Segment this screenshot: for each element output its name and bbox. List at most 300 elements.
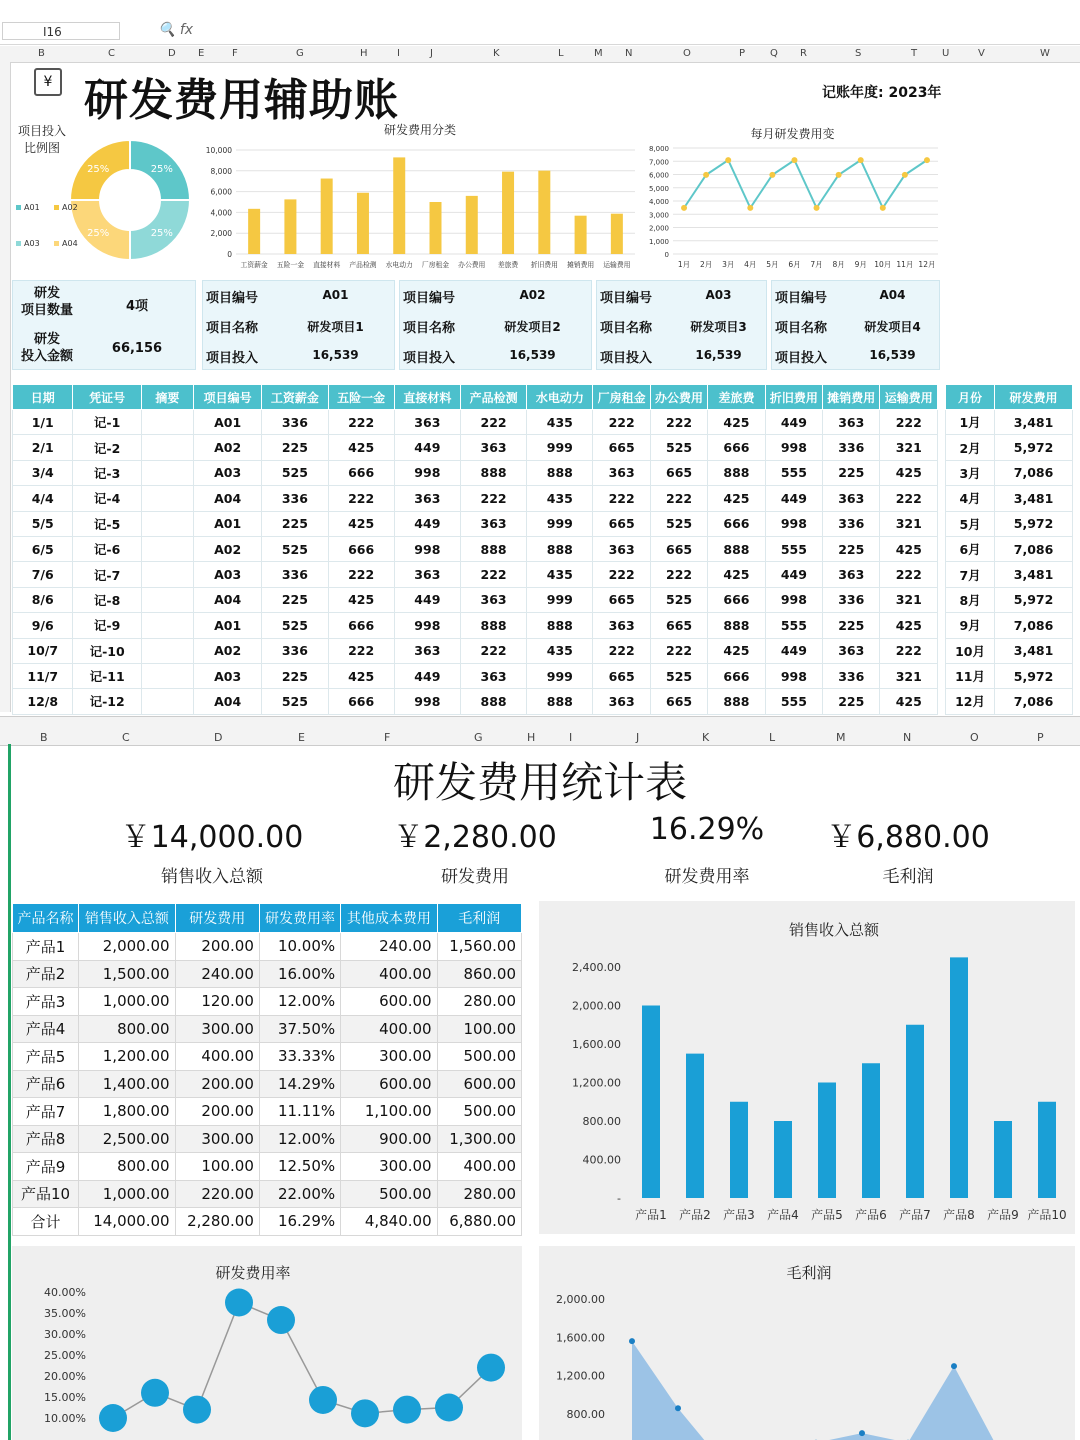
ledger-cell[interactable]: 998: [765, 587, 822, 612]
column-letter[interactable]: F: [232, 48, 238, 59]
ledger-row[interactable]: [13, 663, 938, 688]
ledger-cell[interactable]: 222: [460, 562, 526, 587]
stats-cell[interactable]: 240.00: [175, 960, 259, 988]
column-letter[interactable]: H: [527, 731, 536, 744]
ledger-cell[interactable]: 998: [394, 460, 460, 485]
column-letter[interactable]: H: [360, 48, 368, 59]
stats-cell[interactable]: 120.00: [175, 988, 259, 1016]
column-letter[interactable]: R: [800, 48, 807, 59]
name-box[interactable]: I16: [2, 22, 120, 40]
ledger-cell[interactable]: 4/4: [13, 486, 73, 511]
stats-row[interactable]: [13, 1125, 522, 1153]
ledger-cell[interactable]: 363: [823, 486, 880, 511]
stats-cell[interactable]: 300.00: [175, 1125, 259, 1153]
column-letter[interactable]: P: [1037, 731, 1044, 744]
ledger-cell[interactable]: 425: [708, 486, 765, 511]
ledger-cell[interactable]: 998: [765, 511, 822, 536]
ledger-cell[interactable]: 225: [823, 536, 880, 561]
month-cell[interactable]: 3,481: [995, 486, 1073, 511]
ledger-cell[interactable]: 888: [708, 689, 765, 714]
ledger-cell[interactable]: 222: [593, 410, 650, 435]
ledger-cell[interactable]: 记-9: [73, 613, 141, 638]
ledger-cell[interactable]: 225: [823, 689, 880, 714]
project-card-A04[interactable]: [771, 280, 940, 370]
column-letter[interactable]: V: [978, 48, 985, 59]
ledger-cell[interactable]: 449: [394, 587, 460, 612]
stats-cell[interactable]: 800.00: [79, 1015, 175, 1043]
column-letter[interactable]: J: [430, 48, 433, 59]
ledger-cell[interactable]: 449: [394, 435, 460, 460]
stats-cell[interactable]: 产品2: [13, 960, 79, 988]
column-letter[interactable]: C: [122, 731, 130, 744]
stats-cell[interactable]: 产品7: [13, 1098, 79, 1126]
ledger-cell[interactable]: 425: [328, 511, 394, 536]
ledger-cell[interactable]: 336: [262, 562, 328, 587]
month-row[interactable]: [946, 486, 1073, 511]
ledger-cell[interactable]: 记-6: [73, 536, 141, 561]
ledger-cell[interactable]: A02: [194, 435, 262, 460]
month-row[interactable]: [946, 587, 1073, 612]
stats-cell[interactable]: 产品10: [13, 1180, 79, 1208]
column-letter[interactable]: O: [683, 48, 691, 59]
ledger-cell[interactable]: 363: [593, 460, 650, 485]
stats-cell[interactable]: 12.00%: [259, 988, 340, 1016]
ledger-cell[interactable]: 998: [765, 435, 822, 460]
ledger-cell[interactable]: 9/6: [13, 613, 73, 638]
ledger-cell[interactable]: 666: [328, 460, 394, 485]
ledger-cell[interactable]: 222: [460, 410, 526, 435]
ledger-cell[interactable]: 449: [394, 663, 460, 688]
ledger-cell[interactable]: 435: [527, 410, 593, 435]
ledger-row[interactable]: [13, 689, 938, 714]
month-row[interactable]: [946, 689, 1073, 714]
ledger-cell[interactable]: [141, 460, 193, 485]
stats-cell[interactable]: 16.00%: [259, 960, 340, 988]
ledger-cell[interactable]: 525: [262, 689, 328, 714]
ledger-header[interactable]: 厂房租金: [593, 385, 650, 410]
ledger-cell[interactable]: 666: [708, 511, 765, 536]
stats-cell[interactable]: 22.00%: [259, 1180, 340, 1208]
ledger-cell[interactable]: 记-4: [73, 486, 141, 511]
ledger-cell[interactable]: 321: [880, 663, 938, 688]
ledger-cell[interactable]: 222: [593, 638, 650, 663]
ledger-header[interactable]: 工资薪金: [262, 385, 328, 410]
ledger-cell[interactable]: 525: [650, 511, 707, 536]
ledger-cell[interactable]: 222: [328, 562, 394, 587]
monthly-expense-table[interactable]: [945, 384, 1073, 715]
ledger-cell[interactable]: 5/5: [13, 511, 73, 536]
ledger-header[interactable]: 直接材料: [394, 385, 460, 410]
stats-cell[interactable]: 280.00: [437, 1180, 521, 1208]
ledger-cell[interactable]: 记-7: [73, 562, 141, 587]
ledger-table[interactable]: [12, 384, 938, 715]
ledger-cell[interactable]: A04: [194, 486, 262, 511]
ledger-cell[interactable]: 888: [460, 536, 526, 561]
ledger-cell[interactable]: 363: [823, 638, 880, 663]
stats-cell[interactable]: 合计: [13, 1208, 79, 1236]
ledger-row[interactable]: [13, 460, 938, 485]
ledger-cell[interactable]: 3/4: [13, 460, 73, 485]
ledger-cell[interactable]: 665: [593, 435, 650, 460]
ledger-cell[interactable]: 记-12: [73, 689, 141, 714]
ledger-cell[interactable]: [141, 562, 193, 587]
stats-cell[interactable]: 1,100.00: [341, 1098, 437, 1126]
stats-cell[interactable]: 12.00%: [259, 1125, 340, 1153]
ledger-cell[interactable]: 222: [328, 410, 394, 435]
project-card-A02[interactable]: [399, 280, 592, 370]
ledger-cell[interactable]: 435: [527, 638, 593, 663]
column-letter[interactable]: S: [855, 48, 862, 59]
ledger-cell[interactable]: [141, 536, 193, 561]
ledger-cell[interactable]: [141, 410, 193, 435]
ledger-cell[interactable]: 666: [328, 613, 394, 638]
stats-header[interactable]: 销售收入总额: [79, 904, 175, 933]
stats-cell[interactable]: 2,500.00: [79, 1125, 175, 1153]
ledger-cell[interactable]: A04: [194, 587, 262, 612]
column-letter[interactable]: B: [38, 48, 45, 59]
ledger-cell[interactable]: 555: [765, 460, 822, 485]
ledger-cell[interactable]: A01: [194, 410, 262, 435]
ledger-cell[interactable]: 555: [765, 613, 822, 638]
month-cell[interactable]: 3,481: [995, 410, 1073, 435]
ledger-cell[interactable]: 12/8: [13, 689, 73, 714]
month-cell[interactable]: 3月: [946, 460, 995, 485]
stats-cell[interactable]: 1,300.00: [437, 1125, 521, 1153]
ledger-cell[interactable]: 363: [460, 587, 526, 612]
stats-cell[interactable]: 280.00: [437, 988, 521, 1016]
stats-cell[interactable]: 12.50%: [259, 1153, 340, 1181]
month-cell[interactable]: 7,086: [995, 613, 1073, 638]
ledger-header[interactable]: 办公费用: [650, 385, 707, 410]
stats-cell[interactable]: 产品6: [13, 1070, 79, 1098]
ledger-cell[interactable]: 888: [460, 689, 526, 714]
ledger-header[interactable]: 水电动力: [527, 385, 593, 410]
ledger-cell[interactable]: [141, 663, 193, 688]
ledger-cell[interactable]: 222: [880, 486, 938, 511]
ledger-cell[interactable]: 336: [262, 638, 328, 663]
ledger-cell[interactable]: A03: [194, 460, 262, 485]
month-cell[interactable]: 2月: [946, 435, 995, 460]
stats-header[interactable]: 其他成本费用: [341, 904, 437, 933]
ledger-cell[interactable]: 222: [650, 638, 707, 663]
ledger-cell[interactable]: 888: [708, 460, 765, 485]
stats-cell[interactable]: 1,500.00: [79, 960, 175, 988]
ledger-cell[interactable]: [141, 511, 193, 536]
ledger-cell[interactable]: 665: [593, 587, 650, 612]
month-cell[interactable]: 7,086: [995, 536, 1073, 561]
stats-cell[interactable]: 600.00: [341, 988, 437, 1016]
month-row[interactable]: [946, 410, 1073, 435]
ledger-cell[interactable]: 998: [765, 663, 822, 688]
stats-cell[interactable]: 11.11%: [259, 1098, 340, 1126]
stats-cell[interactable]: 220.00: [175, 1180, 259, 1208]
ledger-cell[interactable]: 321: [880, 435, 938, 460]
ledger-cell[interactable]: 888: [460, 613, 526, 638]
ledger-cell[interactable]: 363: [460, 435, 526, 460]
ledger-cell[interactable]: [141, 613, 193, 638]
month-cell[interactable]: 3,481: [995, 638, 1073, 663]
stats-header[interactable]: 毛利润: [437, 904, 521, 933]
ledger-cell[interactable]: 363: [593, 613, 650, 638]
month-header[interactable]: 研发费用: [995, 385, 1073, 410]
ledger-cell[interactable]: 7/6: [13, 562, 73, 587]
month-cell[interactable]: 7月: [946, 562, 995, 587]
project-card-A03[interactable]: [596, 280, 767, 370]
ledger-row[interactable]: [13, 486, 938, 511]
ledger-cell[interactable]: 449: [765, 638, 822, 663]
product-stats-table[interactable]: [12, 903, 522, 1236]
stats-cell[interactable]: 400.00: [175, 1043, 259, 1071]
month-row[interactable]: [946, 613, 1073, 638]
ledger-cell[interactable]: 435: [527, 486, 593, 511]
ledger-cell[interactable]: 记-3: [73, 460, 141, 485]
ledger-cell[interactable]: 525: [650, 663, 707, 688]
stats-row[interactable]: [13, 988, 522, 1016]
ledger-cell[interactable]: 222: [328, 638, 394, 663]
column-letter[interactable]: J: [636, 731, 640, 744]
ledger-cell[interactable]: [141, 689, 193, 714]
stats-cell[interactable]: 2,280.00: [175, 1208, 259, 1236]
stats-cell[interactable]: 500.00: [437, 1098, 521, 1126]
stats-cell[interactable]: 240.00: [341, 933, 437, 961]
ledger-cell[interactable]: 666: [328, 536, 394, 561]
column-letter[interactable]: G: [296, 48, 304, 59]
stats-cell[interactable]: 产品5: [13, 1043, 79, 1071]
ledger-cell[interactable]: 222: [460, 486, 526, 511]
stats-row[interactable]: [13, 1015, 522, 1043]
stats-cell[interactable]: 16.29%: [259, 1208, 340, 1236]
ledger-cell[interactable]: 525: [262, 536, 328, 561]
ledger-cell[interactable]: 225: [262, 435, 328, 460]
ledger-cell[interactable]: 425: [708, 638, 765, 663]
ledger-cell[interactable]: 225: [262, 511, 328, 536]
stats-cell[interactable]: 300.00: [341, 1043, 437, 1071]
ledger-cell[interactable]: 1/1: [13, 410, 73, 435]
column-letter[interactable]: I: [569, 731, 573, 744]
ledger-cell[interactable]: 525: [650, 435, 707, 460]
stats-cell[interactable]: 200.00: [175, 933, 259, 961]
column-letter[interactable]: M: [594, 48, 603, 59]
month-cell[interactable]: 5,972: [995, 663, 1073, 688]
ledger-row[interactable]: [13, 587, 938, 612]
ledger-cell[interactable]: 998: [394, 536, 460, 561]
ledger-cell[interactable]: 525: [262, 613, 328, 638]
ledger-header[interactable]: 日期: [13, 385, 73, 410]
month-row[interactable]: [946, 663, 1073, 688]
ledger-header[interactable]: 运输费用: [880, 385, 938, 410]
stats-cell[interactable]: 200.00: [175, 1070, 259, 1098]
stats-cell[interactable]: 600.00: [437, 1070, 521, 1098]
ledger-cell[interactable]: 321: [880, 511, 938, 536]
ledger-cell[interactable]: 336: [262, 410, 328, 435]
ledger-cell[interactable]: 222: [328, 486, 394, 511]
column-letter[interactable]: M: [836, 731, 846, 744]
stats-row[interactable]: [13, 1098, 522, 1126]
ledger-cell[interactable]: 449: [765, 410, 822, 435]
ledger-row[interactable]: [13, 511, 938, 536]
ledger-cell[interactable]: 363: [394, 562, 460, 587]
ledger-cell[interactable]: 记-10: [73, 638, 141, 663]
ledger-cell[interactable]: 222: [460, 638, 526, 663]
column-letter[interactable]: L: [558, 48, 564, 59]
stats-header[interactable]: 产品名称: [13, 904, 79, 933]
stats-cell[interactable]: 产品8: [13, 1125, 79, 1153]
ledger-cell[interactable]: 665: [650, 613, 707, 638]
ledger-cell[interactable]: 888: [527, 536, 593, 561]
ledger-cell[interactable]: [141, 587, 193, 612]
ledger-cell[interactable]: A04: [194, 689, 262, 714]
ledger-cell[interactable]: 425: [880, 689, 938, 714]
ledger-cell[interactable]: [141, 638, 193, 663]
stats-cell[interactable]: 1,000.00: [79, 1180, 175, 1208]
ledger-cell[interactable]: A02: [194, 536, 262, 561]
ledger-cell[interactable]: 363: [460, 511, 526, 536]
stats-cell[interactable]: 产品9: [13, 1153, 79, 1181]
ledger-cell[interactable]: A02: [194, 638, 262, 663]
ledger-cell[interactable]: 525: [650, 587, 707, 612]
column-letter[interactable]: F: [384, 731, 391, 744]
month-row[interactable]: [946, 435, 1073, 460]
column-letter[interactable]: K: [702, 731, 710, 744]
ledger-cell[interactable]: 记-1: [73, 410, 141, 435]
ledger-header[interactable]: 项目编号: [194, 385, 262, 410]
ledger-cell[interactable]: A01: [194, 511, 262, 536]
ledger-cell[interactable]: 888: [527, 613, 593, 638]
ledger-cell[interactable]: 888: [527, 460, 593, 485]
month-cell[interactable]: 5,972: [995, 435, 1073, 460]
column-letter[interactable]: G: [474, 731, 483, 744]
stats-cell[interactable]: 300.00: [341, 1153, 437, 1181]
ledger-cell[interactable]: 999: [527, 663, 593, 688]
column-letter[interactable]: T: [911, 48, 918, 59]
column-letter[interactable]: I: [397, 48, 400, 59]
ledger-header[interactable]: 凭证号: [73, 385, 141, 410]
ledger-header[interactable]: 差旅费: [708, 385, 765, 410]
stats-cell[interactable]: 400.00: [437, 1153, 521, 1181]
ledger-header[interactable]: 产品检测: [460, 385, 526, 410]
ledger-cell[interactable]: [141, 486, 193, 511]
ledger-cell[interactable]: 665: [650, 460, 707, 485]
month-cell[interactable]: 5,972: [995, 511, 1073, 536]
column-letter[interactable]: K: [493, 48, 500, 59]
ledger-cell[interactable]: 888: [527, 689, 593, 714]
ledger-header[interactable]: 摊销费用: [823, 385, 880, 410]
stats-cell[interactable]: 100.00: [437, 1015, 521, 1043]
month-cell[interactable]: 6月: [946, 536, 995, 561]
month-cell[interactable]: 1月: [946, 410, 995, 435]
stats-cell[interactable]: 1,400.00: [79, 1070, 175, 1098]
ledger-cell[interactable]: 记-2: [73, 435, 141, 460]
ledger-cell[interactable]: 363: [394, 410, 460, 435]
stats-cell[interactable]: 2,000.00: [79, 933, 175, 961]
ledger-cell[interactable]: 425: [880, 460, 938, 485]
column-letter[interactable]: E: [198, 48, 205, 59]
month-row[interactable]: [946, 638, 1073, 663]
ledger-cell[interactable]: 11/7: [13, 663, 73, 688]
ledger-cell[interactable]: 321: [880, 587, 938, 612]
stats-cell[interactable]: 860.00: [437, 960, 521, 988]
ledger-cell[interactable]: 666: [708, 435, 765, 460]
ledger-row[interactable]: [13, 613, 938, 638]
ledger-cell[interactable]: A01: [194, 613, 262, 638]
ledger-header[interactable]: 摘要: [141, 385, 193, 410]
ledger-cell[interactable]: 222: [593, 486, 650, 511]
column-letter[interactable]: P: [739, 48, 746, 59]
ledger-cell[interactable]: 222: [650, 562, 707, 587]
month-cell[interactable]: 5,972: [995, 587, 1073, 612]
ledger-cell[interactable]: 225: [823, 460, 880, 485]
ledger-cell[interactable]: 222: [593, 562, 650, 587]
ledger-cell[interactable]: 记-11: [73, 663, 141, 688]
ledger-cell[interactable]: 8/6: [13, 587, 73, 612]
stats-cell[interactable]: 产品3: [13, 988, 79, 1016]
stats-cell[interactable]: 400.00: [341, 960, 437, 988]
ledger-cell[interactable]: 999: [527, 587, 593, 612]
column-letter[interactable]: U: [942, 48, 950, 59]
ledger-cell[interactable]: 888: [708, 536, 765, 561]
month-cell[interactable]: 12月: [946, 689, 995, 714]
month-header[interactable]: 月份: [946, 385, 995, 410]
function-icon[interactable]: 🔍 fx: [158, 22, 194, 38]
month-cell[interactable]: 7,086: [995, 460, 1073, 485]
ledger-row[interactable]: [13, 562, 938, 587]
column-letter[interactable]: N: [903, 731, 912, 744]
ledger-cell[interactable]: 336: [823, 663, 880, 688]
ledger-cell[interactable]: 222: [880, 562, 938, 587]
stats-row[interactable]: [13, 933, 522, 961]
project-card-A01[interactable]: [202, 280, 395, 370]
ledger-cell[interactable]: 999: [527, 435, 593, 460]
stats-header[interactable]: 研发费用: [175, 904, 259, 933]
month-cell[interactable]: 9月: [946, 613, 995, 638]
stats-row[interactable]: [13, 1070, 522, 1098]
ledger-cell[interactable]: 363: [394, 638, 460, 663]
ledger-cell[interactable]: 记-5: [73, 511, 141, 536]
stats-cell[interactable]: 1,000.00: [79, 988, 175, 1016]
ledger-cell[interactable]: 666: [708, 663, 765, 688]
month-cell[interactable]: 4月: [946, 486, 995, 511]
ledger-cell[interactable]: 665: [593, 663, 650, 688]
ledger-cell[interactable]: 6/5: [13, 536, 73, 561]
month-row[interactable]: [946, 536, 1073, 561]
column-letter[interactable]: Q: [770, 48, 778, 59]
ledger-cell[interactable]: 888: [708, 613, 765, 638]
ledger-cell[interactable]: 665: [593, 511, 650, 536]
ledger-cell[interactable]: 记-8: [73, 587, 141, 612]
month-cell[interactable]: 3,481: [995, 562, 1073, 587]
ledger-cell[interactable]: A03: [194, 663, 262, 688]
month-cell[interactable]: 11月: [946, 663, 995, 688]
ledger-cell[interactable]: 363: [460, 663, 526, 688]
stats-row[interactable]: [13, 1180, 522, 1208]
ledger-header[interactable]: 五险一金: [328, 385, 394, 410]
ledger-row[interactable]: [13, 536, 938, 561]
column-letter[interactable]: B: [40, 731, 48, 744]
ledger-cell[interactable]: 425: [708, 562, 765, 587]
ledger-cell[interactable]: 363: [823, 410, 880, 435]
column-letter[interactable]: D: [168, 48, 176, 59]
ledger-cell[interactable]: 425: [708, 410, 765, 435]
column-letter[interactable]: L: [769, 731, 776, 744]
stats-cell[interactable]: 37.50%: [259, 1015, 340, 1043]
ledger-cell[interactable]: 336: [823, 435, 880, 460]
ledger-cell[interactable]: 336: [823, 511, 880, 536]
ledger-cell[interactable]: 998: [394, 613, 460, 638]
month-row[interactable]: [946, 460, 1073, 485]
stats-cell[interactable]: 500.00: [437, 1043, 521, 1071]
ledger-cell[interactable]: 449: [765, 562, 822, 587]
ledger-cell[interactable]: 555: [765, 689, 822, 714]
